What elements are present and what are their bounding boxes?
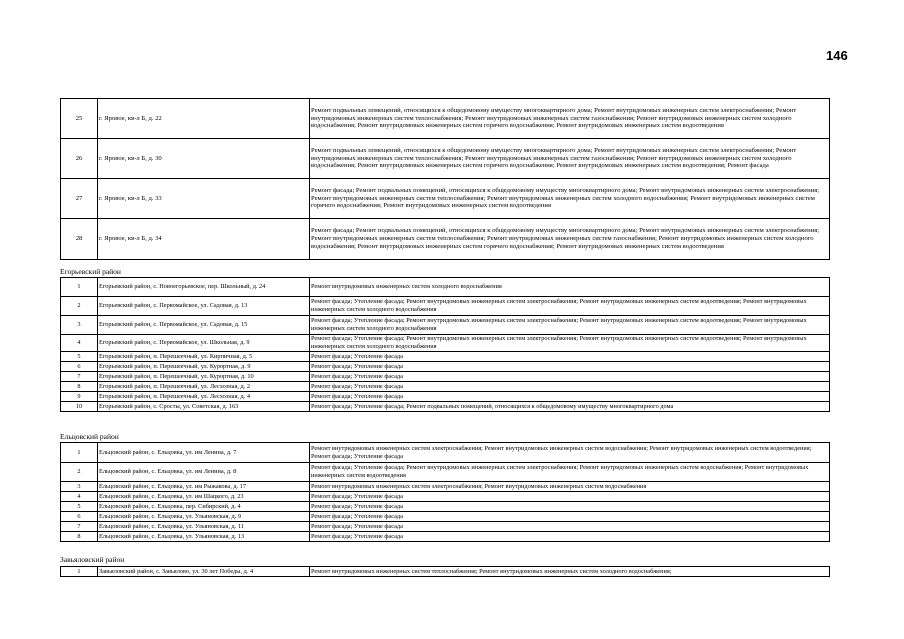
address-cell: Ельцовский район, с. Ельцовка, ул. им Ленина, д. 7 — [98, 443, 310, 463]
repair-table-continued — [60, 98, 830, 260]
works-cell: Ремонт фасада; Ремонт подвальных помещений, относящихся к общедомовому имуществу многоквартирного дома; Ремонт внутридомовых инженерных систем электроснабжения; Ремонт внутридомовых инженерных систем теплоснабжения; Ремонт внутридомовых инженерных систем холодного водоснабжения; Ремонт внутридомовых инженерных систем горячего водоснабжения; Ремонт внутридомовых инженерных систем водоотведения — [310, 179, 830, 219]
page-number: 146 — [826, 48, 848, 63]
address-cell: Егорьевский район, п. Перешеечный, ул. Курортная, д. 9 — [98, 362, 310, 372]
address-cell: г. Яровое, кв-л Б, д. 22 — [98, 99, 310, 139]
section-title-eltsovsky: Ельцовский район — [60, 432, 119, 441]
address-cell: г. Яровое, кв-л Б, д. 34 — [98, 219, 310, 260]
address-cell: Егорьевский район, с. Первомайское, ул. Школьная, д. 9 — [98, 335, 310, 352]
row-number: 8 — [61, 382, 98, 392]
row-number: 3 — [61, 316, 98, 335]
works-cell: Ремонт фасада; Утепление фасада; Ремонт внутридомовых инженерных систем электроснабжения; Ремонт внутридомовых инженерных систем водоотведения; Ремонт внутридомовых инженерных систем холодного водоснабжения — [310, 297, 830, 316]
address-cell: Ельцовский район, с. Ельцовка, ул. им Шацкого, д. 23 — [98, 492, 310, 502]
address-cell: Ельцовский район, с. Ельцовка, ул. Ульяновская, д. 13 — [98, 532, 310, 542]
row-number: 9 — [61, 392, 98, 402]
table-row — [61, 372, 830, 382]
table-row — [61, 402, 830, 412]
works-cell: Ремонт фасада; Утепление фасада — [310, 532, 830, 542]
works-cell: Ремонт внутридомовых инженерных систем электроснабжения; Ремонт внутридомовых инженерных систем водоснабжения — [310, 482, 830, 492]
table-row — [61, 567, 830, 577]
table-row — [61, 532, 830, 542]
table-row — [61, 522, 830, 532]
address-cell: Ельцовский район, с. Ельцовка, ул. им Ленина, д. 8 — [98, 463, 310, 482]
table-row — [61, 482, 830, 492]
works-cell: Ремонт внутридомовых инженерных систем электроснабжения; Ремонт внутридомовых инженерных систем водоснабжения; Ремонт внутридомовых инженерных систем водоотведения; Ремонт фасада; Утепление фасада — [310, 443, 830, 463]
row-number: 2 — [61, 297, 98, 316]
row-number: 3 — [61, 482, 98, 492]
works-cell: Ремонт фасада; Утепление фасада; Ремонт внутридомовых инженерных систем электроснабжения; Ремонт внутридомовых инженерных систем водоотведения; Ремонт внутридомовых инженерных систем холодного водоснабжения — [310, 316, 830, 335]
table-row — [61, 463, 830, 482]
row-number: 27 — [61, 179, 98, 219]
repair-table-zavyalovsky — [60, 566, 830, 577]
works-cell: Ремонт фасада; Ремонт подвальных помещений, относящихся к общедомовому имуществу многоквартирного дома; Ремонт внутридомовых инженерных систем электроснабжения; Ремонт внутридомовых инженерных систем теплоснабжения; Ремонт внутридомовых инженерных систем газоснабжения; Ремонт внутридомовых инженерных систем холодного водоснабжения; Ремонт внутридомовых инженерных систем горячего водоснабжения; Ремонт внутридомовых инженерных систем водоотведения — [310, 219, 830, 260]
works-cell: Ремонт фасада; Утепление фасада — [310, 492, 830, 502]
works-cell: Ремонт фасада; Утепление фасада — [310, 362, 830, 372]
table-row — [61, 443, 830, 463]
table-row — [61, 392, 830, 402]
address-cell: Егорьевский район, с. Новоегорьевское, пер. Школьный, д. 24 — [98, 278, 310, 297]
table-row — [61, 382, 830, 392]
row-number: 1 — [61, 567, 98, 577]
address-cell: Завьяловский район, с. Завьялово, ул. 30 лет Победы, д. 4 — [98, 567, 310, 577]
row-number: 6 — [61, 512, 98, 522]
table-row — [61, 502, 830, 512]
row-number: 1 — [61, 278, 98, 297]
works-cell: Ремонт фасада; Утепление фасада — [310, 392, 830, 402]
table-row — [61, 352, 830, 362]
works-cell: Ремонт фасада; Утепление фасада; Ремонт подвальных помещений, относящихся к общедомовому имуществу многоквартирного дома — [310, 402, 830, 412]
row-number: 25 — [61, 99, 98, 139]
address-cell: Егорьевский район, п. Перешеечный, ул. Лесхозная, д. 4 — [98, 392, 310, 402]
works-cell: Ремонт внутридомовых инженерных систем теплоснабжения; Ремонт внутридомовых инженерных систем холодного водоснабжения; — [310, 567, 830, 577]
row-number: 5 — [61, 502, 98, 512]
table-row — [61, 139, 830, 179]
table-row — [61, 512, 830, 522]
row-number: 6 — [61, 362, 98, 372]
table-row — [61, 362, 830, 372]
table-row — [61, 316, 830, 335]
row-number: 1 — [61, 443, 98, 463]
table-row — [61, 297, 830, 316]
row-number: 7 — [61, 372, 98, 382]
row-number: 5 — [61, 352, 98, 362]
table-row — [61, 278, 830, 297]
table-row — [61, 219, 830, 260]
row-number: 8 — [61, 532, 98, 542]
works-cell: Ремонт подвальных помещений, относящихся к общедомовому имуществу многоквартирного дома; Ремонт внутридомовых инженерных систем электроснабжения; Ремонт внутридомовых инженерных систем теплоснабжения; Ремонт внутридомовых инженерных систем газоснабжения; Ремонт внутридомовых инженерных систем холодного водоснабжения; Ремонт внутридомовых инженерных систем горячего водоснабжения; Ремонт внутридомовых инженерных систем водоотведения — [310, 99, 830, 139]
table-row — [61, 179, 830, 219]
address-cell: Егорьевский район, п. Перешеечный, ул. Лесхозная, д. 2 — [98, 382, 310, 392]
address-cell: г. Яровое, кв-л Б, д. 33 — [98, 179, 310, 219]
repair-table-eltsovsky — [60, 442, 830, 542]
works-cell: Ремонт фасада; Утепление фасада — [310, 502, 830, 512]
address-cell: Ельцовский район, с. Ельцовка, пер. Сибирский, д. 4 — [98, 502, 310, 512]
repair-table-egorevsky — [60, 277, 830, 412]
works-cell: Ремонт фасада; Утепление фасада — [310, 372, 830, 382]
table-row — [61, 99, 830, 139]
address-cell: г. Яровое, кв-л Б, д. 30 — [98, 139, 310, 179]
works-cell: Ремонт подвальных помещений, относящихся к общедомовому имуществу многоквартирного дома; Ремонт внутридомовых инженерных систем электроснабжения; Ремонт внутридомовых инженерных систем теплоснабжения; Ремонт внутридомовых инженерных систем газоснабжения; Ремонт внутридомовых инженерных систем холодного водоснабжения; Ремонт внутридомовых инженерных систем горячего водоснабжения; Ремонт внутридомовых инженерных систем водоотведения; Ремонт фасада — [310, 139, 830, 179]
row-number: 10 — [61, 402, 98, 412]
address-cell: Егорьевский район, с. Первомайское, ул. Садовая, д. 13 — [98, 297, 310, 316]
table-row — [61, 335, 830, 352]
address-cell: Егорьевский район, с. Первомайское, ул. Садовая, д. 15 — [98, 316, 310, 335]
address-cell: Егорьевский район, п. Перешеечный, ул. Курортная, д. 10 — [98, 372, 310, 382]
row-number: 4 — [61, 335, 98, 352]
section-title-egorevsky: Егорьевский район — [60, 267, 121, 276]
works-cell: Ремонт фасада; Утепление фасада; Ремонт внутридомовых инженерных систем электроснабжения; Ремонт внутридомовых инженерных систем водоснабжения; Ремонт внутридомовых инженерных систем водоотведения — [310, 463, 830, 482]
address-cell: Ельцовский район, с. Ельцовка, ул. им Рыжакова, д. 17 — [98, 482, 310, 492]
row-number: 28 — [61, 219, 98, 260]
row-number: 7 — [61, 522, 98, 532]
section-title-zavyalovsky: Завьяловский район — [60, 555, 125, 564]
address-cell: Ельцовский район, с. Ельцовка, ул. Ульяновская, д. 9 — [98, 512, 310, 522]
table-row — [61, 492, 830, 502]
works-cell: Ремонт фасада; Утепление фасада — [310, 522, 830, 532]
works-cell: Ремонт фасада; Утепление фасада — [310, 382, 830, 392]
address-cell: Егорьевский район, с. Сросты, ул. Советская, д. 163 — [98, 402, 310, 412]
row-number: 2 — [61, 463, 98, 482]
address-cell: Егорьевский район, п. Перешеечный, ул. Кирпичная, д. 5 — [98, 352, 310, 362]
works-cell: Ремонт фасада; Утепление фасада — [310, 512, 830, 522]
works-cell: Ремонт фасада; Утепление фасада; Ремонт внутридомовых инженерных систем электроснабжения; Ремонт внутридомовых инженерных систем водоотведения; Ремонт внутридомовых инженерных систем холодного водоснабжения — [310, 335, 830, 352]
works-cell: Ремонт фасада; Утепление фасада — [310, 352, 830, 362]
address-cell: Ельцовский район, с. Ельцовка, ул. Ульяновская, д. 11 — [98, 522, 310, 532]
row-number: 26 — [61, 139, 98, 179]
works-cell: Ремонт внутридомовых инженерных систем холодного водоснабжения — [310, 278, 830, 297]
row-number: 4 — [61, 492, 98, 502]
